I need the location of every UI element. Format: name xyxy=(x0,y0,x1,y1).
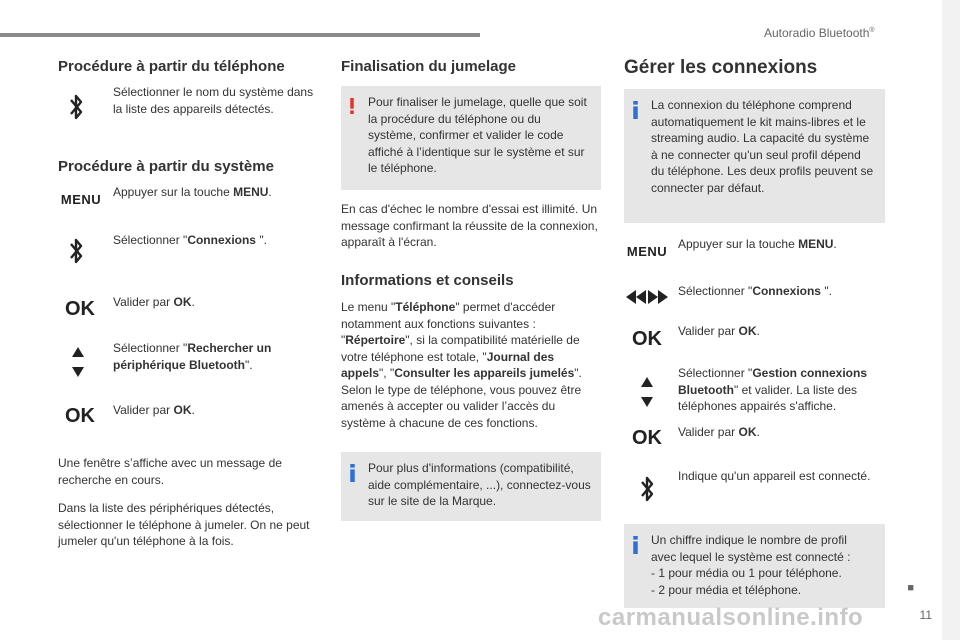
profile-count-note-box xyxy=(624,524,885,608)
page-number: 11 xyxy=(919,608,932,622)
search-message-paragraph: Une fenêtre s’affiche avec un message de recherche en cours. xyxy=(58,456,282,487)
ok-button-icon: OK xyxy=(65,404,95,427)
connection-info-text: La connexion du téléphone comprend automatiquement le kit mains-libres et le streaming audio. La capacité du système à ne connecter qu'un seul profil dépend du téléphone. Les deux profils peuvent se connecter par défaut. xyxy=(651,98,874,195)
system-step-4: Sélectionner "Rechercher un périphérique Bluetooth". xyxy=(113,341,272,372)
ok-button-icon: OK xyxy=(65,297,95,320)
site-watermark: carmanualsonline.info xyxy=(598,604,864,631)
failure-paragraph: En cas d'échec le nombre d'essai est illimité. Un message confirmant la réussite de la connexion, apparaît à l'écran. xyxy=(341,202,598,249)
manage-step-2: Sélectionner "Connexions ". xyxy=(678,284,832,298)
pairing-completion-heading: Finalisation du jumelage xyxy=(341,58,517,75)
top-rule xyxy=(0,33,480,37)
system-step-1: Appuyer sur la touche MENU. xyxy=(113,185,272,199)
left-right-arrows-icon xyxy=(624,288,670,306)
system-procedure-heading: Procédure à partir du système xyxy=(58,158,274,175)
info-tips-heading: Informations et conseils xyxy=(341,272,514,289)
bluetooth-icon xyxy=(64,88,88,126)
manage-connections-heading: Gérer les connexions xyxy=(624,57,818,78)
profile-count-intro: Un chiffre indique le nombre de profil avec lequel le système est connecté : xyxy=(651,533,851,564)
profile-count-item: - 2 pour média et téléphone. xyxy=(651,582,802,597)
end-of-section-mark: ■ xyxy=(907,582,914,594)
warning-exclamation-icon xyxy=(350,98,354,119)
bluetooth-icon xyxy=(635,470,659,508)
info-icon xyxy=(350,464,355,487)
manage-step-4: Sélectionner "Gestion connexions Bluetooth" et valider. La liste des téléphones appairés s'affiche. xyxy=(678,366,867,413)
info-note-text: Pour plus d'informations (compatibilité, aide complémentaire, ...), connectez-vous sur le site de la Marque. xyxy=(368,461,591,508)
menu-button-icon: MENU xyxy=(60,191,102,207)
phone-menu-paragraph: Le menu "Téléphone" permet d'accéder notamment aux fonctions suivantes : "Répertoire", si la compatibilité matérielle de votre téléphone est totale, "Journal des appels", "Consulter les appareils jumelés". Selon le type de téléphone, vous pouvez être amenés à accepter ou valider l’accès du système à chacune de ces fonctions. xyxy=(341,300,582,430)
warning-text: Pour finaliser le jumelage, quelle que soit la procédure du téléphone ou du système, confirmer et valider le code affiché à l’identique sur le système et sur le téléphone. xyxy=(368,95,587,175)
bluetooth-icon xyxy=(64,232,88,270)
system-step-5: Valider par OK. xyxy=(113,403,195,417)
phone-step-text: Sélectionner le nom du système dans la liste des appareils détectés. xyxy=(113,85,314,116)
manage-step-1: Appuyer sur la touche MENU. xyxy=(678,237,837,251)
connection-info-box xyxy=(624,89,885,223)
info-note-box xyxy=(341,452,601,521)
right-margin-strip xyxy=(942,0,960,640)
warning-box xyxy=(341,86,601,190)
phone-procedure-heading: Procédure à partir du téléphone xyxy=(58,58,285,75)
info-icon xyxy=(633,101,638,124)
up-down-arrows-icon xyxy=(68,342,88,382)
manage-step-6: Indique qu'un appareil est connecté. xyxy=(678,469,871,483)
page-header-title: Autoradio Bluetooth® xyxy=(764,26,875,40)
manage-step-3: Valider par OK. xyxy=(678,324,760,338)
up-down-arrows-icon xyxy=(637,372,657,412)
system-step-3: Valider par OK. xyxy=(113,295,195,309)
system-step-2: Sélectionner "Connexions ". xyxy=(113,233,267,247)
manage-step-5: Valider par OK. xyxy=(678,425,760,439)
pairing-paragraph: Dans la liste des périphériques détectés, sélectionner le téléphone à jumeler. On ne peut jumeler qu'un téléphone à la fois. xyxy=(58,501,310,548)
profile-count-item: - 1 pour média ou 1 pour téléphone. xyxy=(651,566,842,580)
ok-button-icon: OK xyxy=(632,327,662,350)
info-icon xyxy=(633,536,638,559)
menu-button-icon: MENU xyxy=(626,243,668,259)
ok-button-icon: OK xyxy=(632,426,662,449)
